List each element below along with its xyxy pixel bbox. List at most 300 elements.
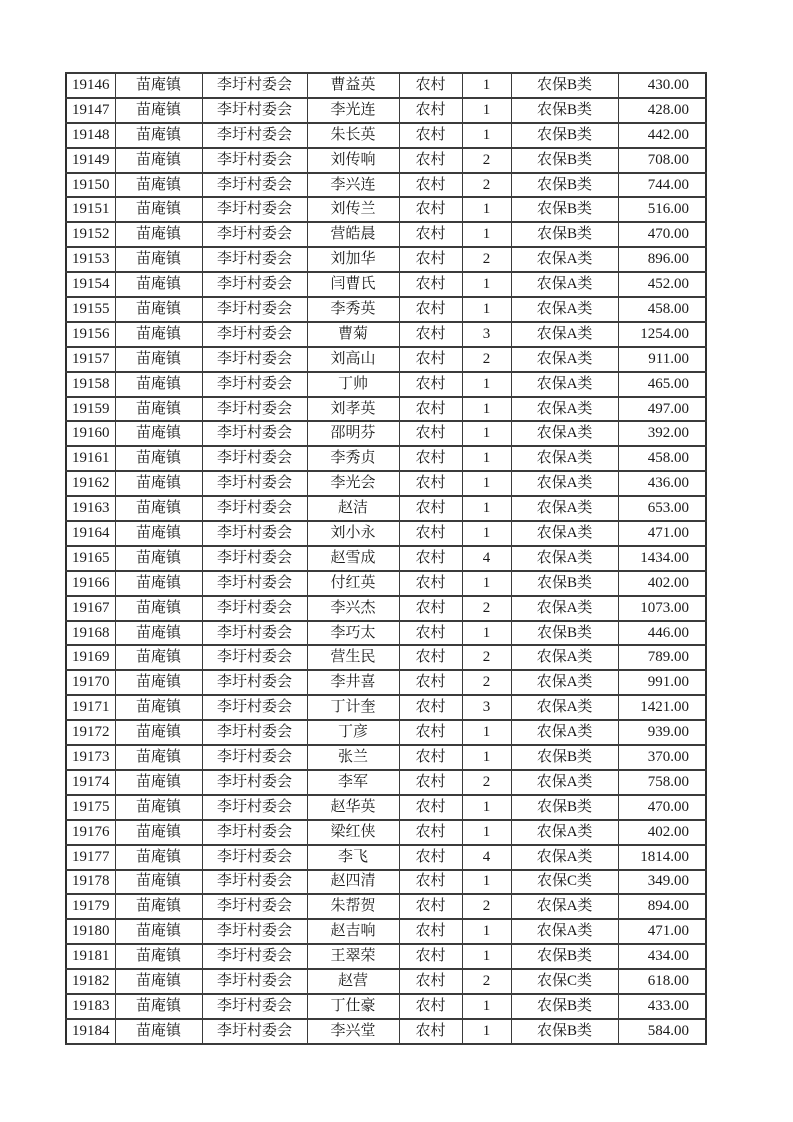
cell-person-name: 李秀贞 <box>307 446 399 471</box>
cell-insurance-category: 农保A类 <box>511 720 618 745</box>
cell-residence-type: 农村 <box>399 596 462 621</box>
cell-town: 苗庵镇 <box>115 670 202 695</box>
cell-village-committee: 李圩村委会 <box>202 820 307 845</box>
cell-person-name: 朱帮贺 <box>307 894 399 919</box>
cell-village-committee: 李圩村委会 <box>202 894 307 919</box>
cell-village-committee: 李圩村委会 <box>202 173 307 198</box>
cell-record-id: 19159 <box>66 397 115 422</box>
cell-person-count: 4 <box>462 546 511 571</box>
cell-town: 苗庵镇 <box>115 173 202 198</box>
cell-person-name: 赵吉响 <box>307 919 399 944</box>
cell-amount: 497.00 <box>618 397 706 422</box>
cell-insurance-category: 农保C类 <box>511 969 618 994</box>
cell-village-committee: 李圩村委会 <box>202 994 307 1019</box>
cell-village-committee: 李圩村委会 <box>202 73 307 98</box>
cell-person-count: 1 <box>462 471 511 496</box>
cell-village-committee: 李圩村委会 <box>202 197 307 222</box>
cell-town: 苗庵镇 <box>115 770 202 795</box>
cell-person-count: 1 <box>462 944 511 969</box>
cell-record-id: 19168 <box>66 621 115 646</box>
cell-person-name: 丁计奎 <box>307 695 399 720</box>
cell-village-committee: 李圩村委会 <box>202 372 307 397</box>
cell-record-id: 19163 <box>66 496 115 521</box>
cell-residence-type: 农村 <box>399 770 462 795</box>
cell-town: 苗庵镇 <box>115 546 202 571</box>
cell-amount: 471.00 <box>618 521 706 546</box>
cell-village-committee: 李圩村委会 <box>202 870 307 895</box>
table-row <box>66 546 706 571</box>
cell-record-id: 19170 <box>66 670 115 695</box>
cell-record-id: 19174 <box>66 770 115 795</box>
cell-insurance-category: 农保A类 <box>511 297 618 322</box>
cell-village-committee: 李圩村委会 <box>202 1019 307 1044</box>
cell-insurance-category: 农保A类 <box>511 770 618 795</box>
table-row <box>66 745 706 770</box>
cell-record-id: 19147 <box>66 98 115 123</box>
cell-village-committee: 李圩村委会 <box>202 546 307 571</box>
table-row <box>66 670 706 695</box>
cell-amount: 392.00 <box>618 421 706 446</box>
cell-residence-type: 农村 <box>399 745 462 770</box>
cell-amount: 452.00 <box>618 272 706 297</box>
cell-insurance-category: 农保B类 <box>511 123 618 148</box>
cell-amount: 1434.00 <box>618 546 706 571</box>
cell-village-committee: 李圩村委会 <box>202 222 307 247</box>
cell-person-count: 2 <box>462 173 511 198</box>
cell-person-count: 2 <box>462 894 511 919</box>
cell-town: 苗庵镇 <box>115 272 202 297</box>
cell-person-count: 2 <box>462 670 511 695</box>
cell-person-name: 李井喜 <box>307 670 399 695</box>
records-table-body <box>66 73 706 1044</box>
cell-insurance-category: 农保B类 <box>511 745 618 770</box>
cell-residence-type: 农村 <box>399 994 462 1019</box>
cell-record-id: 19165 <box>66 546 115 571</box>
cell-town: 苗庵镇 <box>115 745 202 770</box>
cell-residence-type: 农村 <box>399 347 462 372</box>
cell-town: 苗庵镇 <box>115 994 202 1019</box>
cell-amount: 896.00 <box>618 247 706 272</box>
cell-amount: 428.00 <box>618 98 706 123</box>
cell-record-id: 19152 <box>66 222 115 247</box>
table-row <box>66 894 706 919</box>
cell-person-count: 2 <box>462 645 511 670</box>
cell-record-id: 19178 <box>66 870 115 895</box>
cell-person-count: 1 <box>462 795 511 820</box>
cell-town: 苗庵镇 <box>115 98 202 123</box>
cell-residence-type: 农村 <box>399 123 462 148</box>
cell-amount: 1814.00 <box>618 845 706 870</box>
cell-record-id: 19184 <box>66 1019 115 1044</box>
cell-insurance-category: 农保C类 <box>511 870 618 895</box>
table-row <box>66 73 706 98</box>
table-row <box>66 272 706 297</box>
table-row <box>66 994 706 1019</box>
cell-person-count: 1 <box>462 994 511 1019</box>
cell-town: 苗庵镇 <box>115 222 202 247</box>
cell-insurance-category: 农保A类 <box>511 845 618 870</box>
cell-record-id: 19153 <box>66 247 115 272</box>
cell-town: 苗庵镇 <box>115 123 202 148</box>
cell-amount: 470.00 <box>618 795 706 820</box>
table-row <box>66 471 706 496</box>
cell-residence-type: 农村 <box>399 297 462 322</box>
cell-record-id: 19156 <box>66 322 115 347</box>
cell-village-committee: 李圩村委会 <box>202 421 307 446</box>
cell-person-count: 1 <box>462 372 511 397</box>
cell-record-id: 19172 <box>66 720 115 745</box>
cell-insurance-category: 农保A类 <box>511 397 618 422</box>
cell-amount: 991.00 <box>618 670 706 695</box>
cell-record-id: 19180 <box>66 919 115 944</box>
table-row <box>66 1019 706 1044</box>
cell-village-committee: 李圩村委会 <box>202 347 307 372</box>
cell-village-committee: 李圩村委会 <box>202 123 307 148</box>
cell-person-name: 丁帅 <box>307 372 399 397</box>
cell-village-committee: 李圩村委会 <box>202 845 307 870</box>
cell-village-committee: 李圩村委会 <box>202 148 307 173</box>
table-row <box>66 621 706 646</box>
cell-town: 苗庵镇 <box>115 795 202 820</box>
cell-person-name: 刘传兰 <box>307 197 399 222</box>
cell-person-name: 赵四清 <box>307 870 399 895</box>
cell-village-committee: 李圩村委会 <box>202 446 307 471</box>
cell-record-id: 19167 <box>66 596 115 621</box>
cell-person-name: 张兰 <box>307 745 399 770</box>
table-row <box>66 496 706 521</box>
cell-record-id: 19155 <box>66 297 115 322</box>
cell-residence-type: 农村 <box>399 820 462 845</box>
cell-village-committee: 李圩村委会 <box>202 247 307 272</box>
cell-person-name: 刘传响 <box>307 148 399 173</box>
cell-town: 苗庵镇 <box>115 820 202 845</box>
cell-amount: 434.00 <box>618 944 706 969</box>
cell-residence-type: 农村 <box>399 397 462 422</box>
cell-residence-type: 农村 <box>399 197 462 222</box>
cell-town: 苗庵镇 <box>115 720 202 745</box>
cell-insurance-category: 农保B类 <box>511 197 618 222</box>
cell-person-count: 1 <box>462 870 511 895</box>
cell-person-name: 刘孝英 <box>307 397 399 422</box>
cell-insurance-category: 农保A类 <box>511 521 618 546</box>
cell-person-count: 2 <box>462 969 511 994</box>
cell-residence-type: 农村 <box>399 571 462 596</box>
cell-person-name: 闫曹氏 <box>307 272 399 297</box>
cell-person-name: 李兴连 <box>307 173 399 198</box>
cell-person-name: 刘加华 <box>307 247 399 272</box>
cell-record-id: 19158 <box>66 372 115 397</box>
cell-record-id: 19183 <box>66 994 115 1019</box>
cell-amount: 939.00 <box>618 720 706 745</box>
cell-village-committee: 李圩村委会 <box>202 695 307 720</box>
cell-person-name: 赵华英 <box>307 795 399 820</box>
cell-insurance-category: 农保A类 <box>511 670 618 695</box>
cell-town: 苗庵镇 <box>115 372 202 397</box>
cell-village-committee: 李圩村委会 <box>202 720 307 745</box>
cell-village-committee: 李圩村委会 <box>202 471 307 496</box>
cell-residence-type: 农村 <box>399 546 462 571</box>
table-row <box>66 397 706 422</box>
cell-amount: 370.00 <box>618 745 706 770</box>
cell-residence-type: 农村 <box>399 222 462 247</box>
cell-person-name: 李兴杰 <box>307 596 399 621</box>
cell-amount: 653.00 <box>618 496 706 521</box>
table-row <box>66 173 706 198</box>
cell-person-name: 赵洁 <box>307 496 399 521</box>
cell-residence-type: 农村 <box>399 247 462 272</box>
cell-residence-type: 农村 <box>399 894 462 919</box>
cell-record-id: 19177 <box>66 845 115 870</box>
table-row <box>66 148 706 173</box>
cell-insurance-category: 农保A类 <box>511 322 618 347</box>
cell-record-id: 19176 <box>66 820 115 845</box>
cell-residence-type: 农村 <box>399 521 462 546</box>
cell-amount: 349.00 <box>618 870 706 895</box>
table-row <box>66 845 706 870</box>
table-row <box>66 969 706 994</box>
records-table <box>65 72 707 1045</box>
cell-record-id: 19166 <box>66 571 115 596</box>
cell-insurance-category: 农保B类 <box>511 994 618 1019</box>
cell-person-count: 1 <box>462 720 511 745</box>
cell-amount: 471.00 <box>618 919 706 944</box>
cell-residence-type: 农村 <box>399 720 462 745</box>
cell-person-count: 1 <box>462 1019 511 1044</box>
cell-residence-type: 农村 <box>399 446 462 471</box>
cell-residence-type: 农村 <box>399 845 462 870</box>
cell-person-count: 1 <box>462 745 511 770</box>
table-row <box>66 919 706 944</box>
cell-town: 苗庵镇 <box>115 347 202 372</box>
table-row <box>66 372 706 397</box>
cell-person-count: 1 <box>462 397 511 422</box>
cell-person-name: 营皓晨 <box>307 222 399 247</box>
cell-person-count: 1 <box>462 820 511 845</box>
cell-village-committee: 李圩村委会 <box>202 397 307 422</box>
cell-insurance-category: 农保A类 <box>511 421 618 446</box>
cell-residence-type: 农村 <box>399 795 462 820</box>
cell-record-id: 19181 <box>66 944 115 969</box>
cell-town: 苗庵镇 <box>115 197 202 222</box>
cell-insurance-category: 农保A类 <box>511 471 618 496</box>
cell-residence-type: 农村 <box>399 621 462 646</box>
cell-amount: 458.00 <box>618 446 706 471</box>
cell-amount: 430.00 <box>618 73 706 98</box>
cell-village-committee: 李圩村委会 <box>202 596 307 621</box>
table-row <box>66 596 706 621</box>
cell-town: 苗庵镇 <box>115 571 202 596</box>
cell-amount: 744.00 <box>618 173 706 198</box>
cell-person-name: 丁仕豪 <box>307 994 399 1019</box>
cell-person-name: 赵雪成 <box>307 546 399 571</box>
table-row <box>66 645 706 670</box>
cell-person-name: 王翠荣 <box>307 944 399 969</box>
cell-person-count: 3 <box>462 322 511 347</box>
cell-person-count: 2 <box>462 347 511 372</box>
cell-residence-type: 农村 <box>399 272 462 297</box>
cell-record-id: 19150 <box>66 173 115 198</box>
cell-amount: 433.00 <box>618 994 706 1019</box>
cell-village-committee: 李圩村委会 <box>202 770 307 795</box>
cell-town: 苗庵镇 <box>115 397 202 422</box>
cell-insurance-category: 农保B类 <box>511 173 618 198</box>
cell-town: 苗庵镇 <box>115 1019 202 1044</box>
cell-residence-type: 农村 <box>399 471 462 496</box>
cell-residence-type: 农村 <box>399 173 462 198</box>
cell-person-name: 李巧太 <box>307 621 399 646</box>
table-row <box>66 98 706 123</box>
cell-insurance-category: 农保A类 <box>511 546 618 571</box>
cell-record-id: 19164 <box>66 521 115 546</box>
cell-insurance-category: 农保A类 <box>511 645 618 670</box>
cell-residence-type: 农村 <box>399 645 462 670</box>
cell-insurance-category: 农保B类 <box>511 148 618 173</box>
cell-residence-type: 农村 <box>399 944 462 969</box>
cell-record-id: 19146 <box>66 73 115 98</box>
cell-person-count: 1 <box>462 222 511 247</box>
cell-insurance-category: 农保A类 <box>511 272 618 297</box>
cell-person-name: 丁彦 <box>307 720 399 745</box>
cell-residence-type: 农村 <box>399 148 462 173</box>
cell-person-count: 1 <box>462 73 511 98</box>
cell-record-id: 19157 <box>66 347 115 372</box>
table-row <box>66 297 706 322</box>
cell-village-committee: 李圩村委会 <box>202 521 307 546</box>
cell-amount: 465.00 <box>618 372 706 397</box>
cell-residence-type: 农村 <box>399 322 462 347</box>
cell-person-count: 1 <box>462 919 511 944</box>
cell-village-committee: 李圩村委会 <box>202 297 307 322</box>
cell-insurance-category: 农保B类 <box>511 222 618 247</box>
cell-person-name: 赵营 <box>307 969 399 994</box>
cell-record-id: 19173 <box>66 745 115 770</box>
cell-insurance-category: 农保B类 <box>511 98 618 123</box>
cell-person-name: 曹菊 <box>307 322 399 347</box>
cell-person-count: 1 <box>462 521 511 546</box>
cell-village-committee: 李圩村委会 <box>202 944 307 969</box>
cell-record-id: 19179 <box>66 894 115 919</box>
table-row <box>66 770 706 795</box>
cell-person-count: 2 <box>462 148 511 173</box>
cell-amount: 1421.00 <box>618 695 706 720</box>
cell-insurance-category: 农保B类 <box>511 621 618 646</box>
cell-village-committee: 李圩村委会 <box>202 272 307 297</box>
cell-village-committee: 李圩村委会 <box>202 745 307 770</box>
cell-town: 苗庵镇 <box>115 471 202 496</box>
table-row <box>66 247 706 272</box>
cell-amount: 402.00 <box>618 820 706 845</box>
cell-town: 苗庵镇 <box>115 645 202 670</box>
cell-person-count: 2 <box>462 596 511 621</box>
cell-person-count: 3 <box>462 695 511 720</box>
cell-town: 苗庵镇 <box>115 297 202 322</box>
cell-village-committee: 李圩村委会 <box>202 621 307 646</box>
cell-town: 苗庵镇 <box>115 621 202 646</box>
cell-person-name: 曹益英 <box>307 73 399 98</box>
cell-amount: 894.00 <box>618 894 706 919</box>
table-row <box>66 222 706 247</box>
table-row <box>66 446 706 471</box>
cell-village-committee: 李圩村委会 <box>202 919 307 944</box>
table-row <box>66 123 706 148</box>
cell-person-name: 李光会 <box>307 471 399 496</box>
table-row <box>66 870 706 895</box>
cell-town: 苗庵镇 <box>115 870 202 895</box>
cell-town: 苗庵镇 <box>115 969 202 994</box>
cell-person-name: 梁红侠 <box>307 820 399 845</box>
cell-village-committee: 李圩村委会 <box>202 645 307 670</box>
cell-residence-type: 农村 <box>399 421 462 446</box>
cell-town: 苗庵镇 <box>115 919 202 944</box>
cell-town: 苗庵镇 <box>115 73 202 98</box>
table-row <box>66 521 706 546</box>
cell-record-id: 19171 <box>66 695 115 720</box>
cell-person-name: 付红英 <box>307 571 399 596</box>
cell-insurance-category: 农保A类 <box>511 446 618 471</box>
cell-town: 苗庵镇 <box>115 446 202 471</box>
table-row <box>66 720 706 745</box>
cell-insurance-category: 农保A类 <box>511 247 618 272</box>
cell-village-committee: 李圩村委会 <box>202 496 307 521</box>
cell-record-id: 19162 <box>66 471 115 496</box>
cell-amount: 446.00 <box>618 621 706 646</box>
cell-record-id: 19160 <box>66 421 115 446</box>
cell-village-committee: 李圩村委会 <box>202 571 307 596</box>
cell-person-count: 1 <box>462 297 511 322</box>
cell-amount: 1073.00 <box>618 596 706 621</box>
cell-person-count: 1 <box>462 421 511 446</box>
cell-amount: 618.00 <box>618 969 706 994</box>
cell-town: 苗庵镇 <box>115 421 202 446</box>
cell-town: 苗庵镇 <box>115 894 202 919</box>
cell-record-id: 19182 <box>66 969 115 994</box>
table-row <box>66 820 706 845</box>
cell-amount: 458.00 <box>618 297 706 322</box>
cell-person-count: 1 <box>462 446 511 471</box>
cell-insurance-category: 农保B类 <box>511 1019 618 1044</box>
cell-insurance-category: 农保B类 <box>511 795 618 820</box>
cell-insurance-category: 农保A类 <box>511 596 618 621</box>
cell-person-name: 李兴堂 <box>307 1019 399 1044</box>
cell-record-id: 19161 <box>66 446 115 471</box>
table-row <box>66 944 706 969</box>
cell-insurance-category: 农保B类 <box>511 571 618 596</box>
cell-town: 苗庵镇 <box>115 322 202 347</box>
cell-person-name: 李飞 <box>307 845 399 870</box>
cell-residence-type: 农村 <box>399 919 462 944</box>
cell-village-committee: 李圩村委会 <box>202 98 307 123</box>
cell-amount: 911.00 <box>618 347 706 372</box>
cell-town: 苗庵镇 <box>115 845 202 870</box>
cell-insurance-category: 农保A类 <box>511 496 618 521</box>
cell-residence-type: 农村 <box>399 695 462 720</box>
cell-person-name: 邵明芬 <box>307 421 399 446</box>
cell-amount: 516.00 <box>618 197 706 222</box>
cell-town: 苗庵镇 <box>115 596 202 621</box>
cell-town: 苗庵镇 <box>115 247 202 272</box>
cell-record-id: 19175 <box>66 795 115 820</box>
cell-record-id: 19148 <box>66 123 115 148</box>
cell-village-committee: 李圩村委会 <box>202 969 307 994</box>
cell-amount: 470.00 <box>618 222 706 247</box>
cell-insurance-category: 农保B类 <box>511 944 618 969</box>
cell-person-count: 1 <box>462 621 511 646</box>
table-row <box>66 197 706 222</box>
cell-town: 苗庵镇 <box>115 944 202 969</box>
cell-insurance-category: 农保A类 <box>511 695 618 720</box>
table-row <box>66 322 706 347</box>
cell-town: 苗庵镇 <box>115 521 202 546</box>
